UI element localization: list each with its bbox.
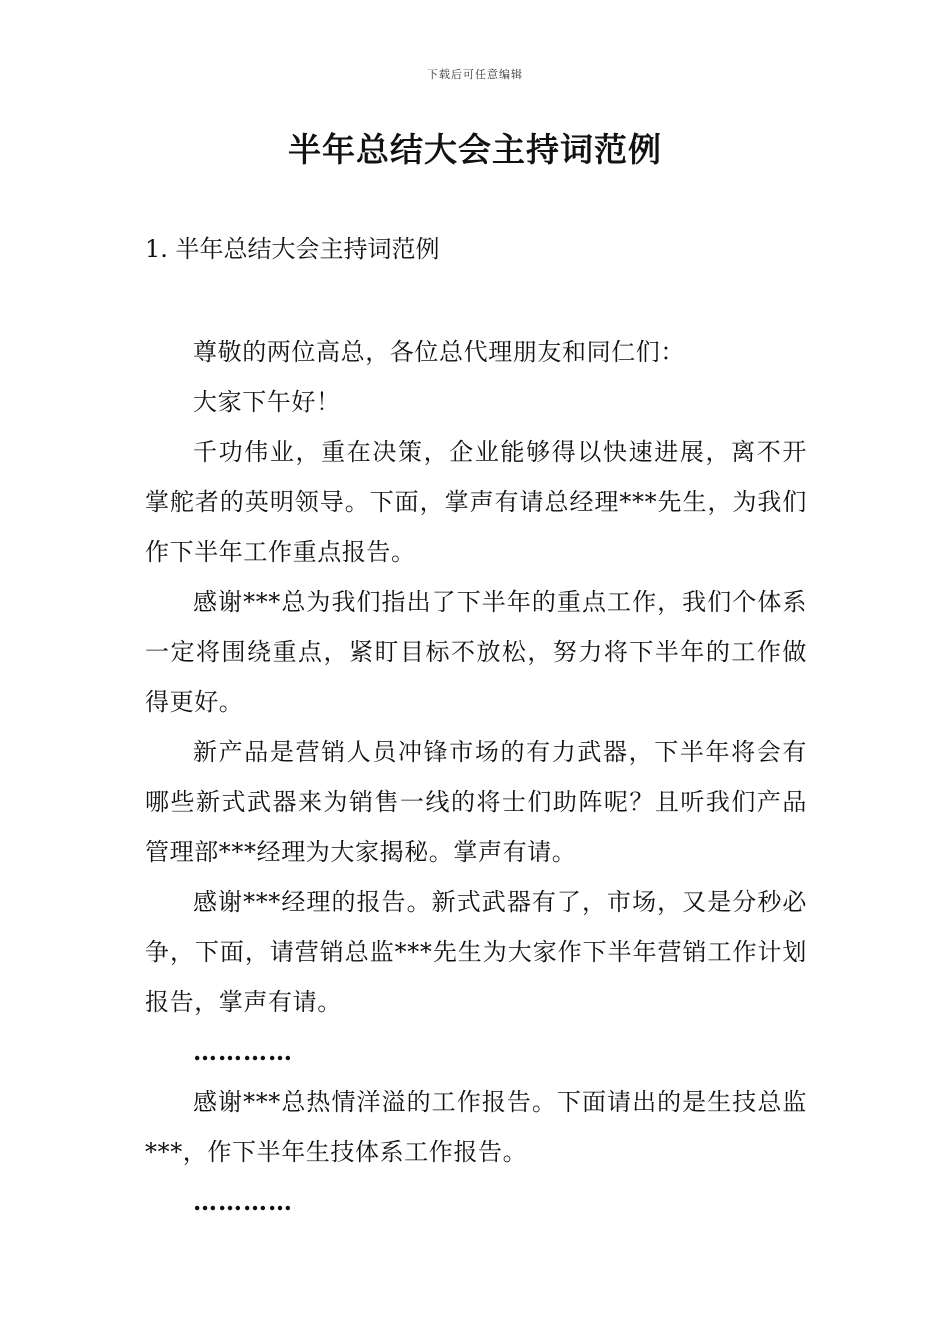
ellipsis-line: ………… bbox=[193, 1187, 293, 1216]
salutation-paragraph: 尊敬的两位高总，各位总代理朋友和同仁们： bbox=[193, 338, 685, 366]
body-paragraph: 感谢***总热情洋溢的工作报告。下面请出的是生技总监***，作下半年生技体系工作报告。 bbox=[145, 1088, 807, 1166]
page-title: 半年总结大会主持词范例 bbox=[288, 130, 662, 169]
body-paragraph: 千功伟业，重在决策，企业能够得以快速进展，离不开掌舵者的英明领导。下面，掌声有请总经理***先生，为我们作下半年工作重点报告。 bbox=[145, 438, 807, 566]
section-heading: 1. 半年总结大会主持词范例 bbox=[145, 235, 440, 263]
header-note: 下载后可任意编辑 bbox=[427, 68, 523, 81]
body-paragraph: 感谢***经理的报告。新式武器有了，市场，又是分秒必争，下面，请营销总监***先生为大家作下半年营销工作计划报告，掌声有请。 bbox=[145, 888, 807, 1016]
body-paragraph: 感谢***总为我们指出了下半年的重点工作，我们个体系一定将围绕重点，紧盯目标不放松，努力将下半年的工作做得更好。 bbox=[145, 588, 807, 716]
document-body bbox=[145, 327, 807, 1227]
body-paragraph: 新产品是营销人员冲锋市场的有力武器，下半年将会有哪些新式武器来为销售一线的将士们助阵呢？且听我们产品管理部***经理为大家揭秘。掌声有请。 bbox=[145, 738, 807, 866]
greeting-paragraph: 大家下午好！ bbox=[193, 388, 341, 416]
ellipsis-line: ………… bbox=[193, 1037, 293, 1066]
